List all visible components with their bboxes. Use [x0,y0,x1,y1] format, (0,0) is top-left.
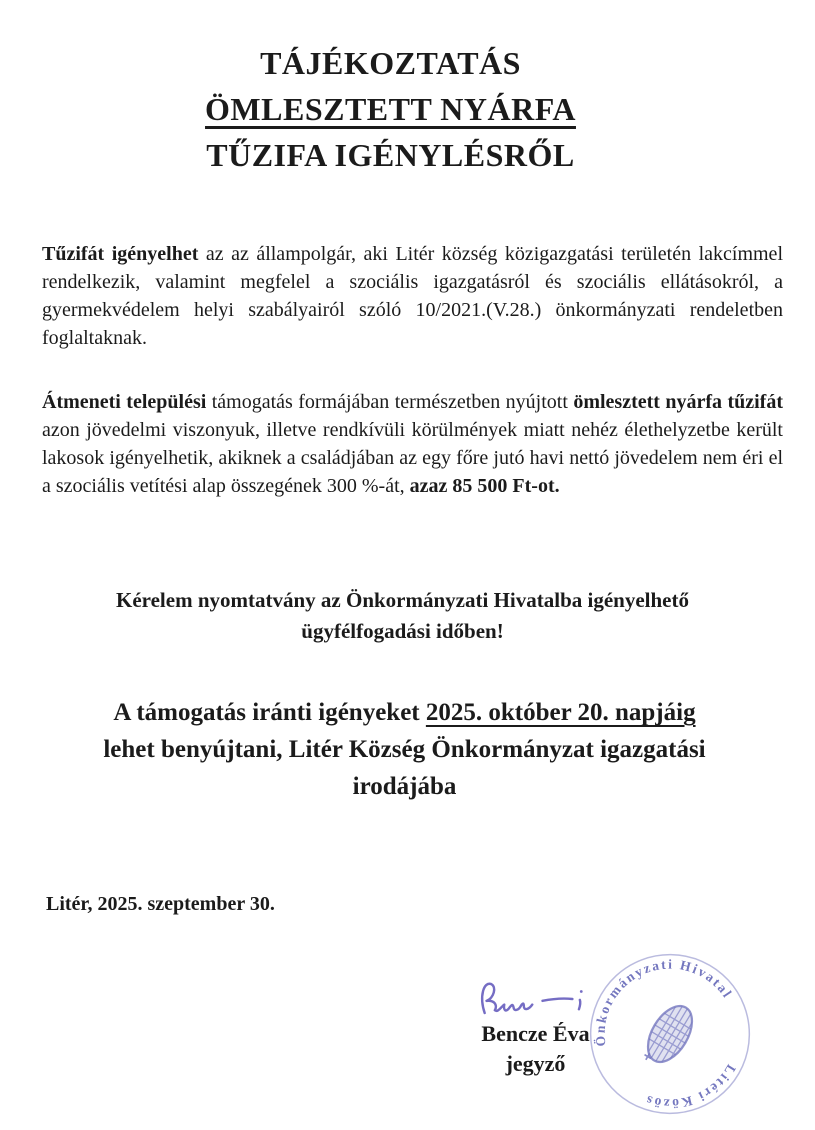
support-paragraph-bold-end: azaz 85 500 Ft-ot. [409,475,560,497]
eligibility-paragraph-text: az az állampolgár, aki Litér község közigazgatási területén lakcímmel rendelkezik, valamint megfelel a szociális igazgatásról és szociális ellátásokról, a gyermekvédelem helyi szabályairól szóló 10/2021.(V.28.) önkormányzati rendeletben foglaltaknak. [42,243,783,349]
request-form-notice [0,585,805,647]
handwritten-signature [466,975,606,1023]
support-conditions-paragraph [42,388,783,500]
deadline-notice-line-2: lehet benyújtani, Litér Község Önkormányzat igazgatási [103,736,706,763]
signatory-name: Bencze Éva [481,1021,590,1046]
support-paragraph-text-1: támogatás formájában természetben nyújtott [206,391,574,413]
title-line-2 [0,86,781,132]
eligibility-paragraph-bold-lead: Tűzifát igényelhet [42,243,199,265]
signatory-role: jegyző [505,1051,566,1076]
date-line: Litér, 2025. szeptember 30. [46,893,275,915]
deadline-line-1-prefix: A támogatás iránti igényeket [113,699,426,726]
deadline-date-underlined: 2025. október 20. napjáig [425,699,696,726]
deadline-notice-line-3: irodájába [352,773,457,800]
stamp-text-bottom-arc: Litéri Közös [642,1061,739,1112]
support-paragraph-bold-lead: Átmeneti települési [42,391,207,413]
title-line-1: TÁJÉKOZTATÁS [260,45,521,81]
coat-of-arms-emblem [636,997,702,1073]
stamp-text-top-arc: Önkormányzati Hivatal [592,956,736,1048]
title-line-3: TŰZIFA IGÉNYLÉSRŐL [206,137,575,173]
request-form-notice-line-1: Kérelem nyomtatvány az Önkormányzati Hivatalba igényelhető [116,588,689,612]
deadline-notice-line-1 [0,694,809,731]
deadline-notice [0,694,809,805]
support-paragraph-text-2: azon jövedelmi viszonyuk, illetve rendkívüli körülmények miatt nehéz élethelyzetbe került lakosok igényelhetik, akiknek a családjában az egy főre jutó havi nettó jövedelem nem éri el a szociális vetítési alap összegének 300 %-át, [42,419,783,497]
request-form-notice-line-2: ügyfélfogadási időben! [301,619,504,643]
support-paragraph-bold-mid: ömlesztett nyárfa tűzifát [573,391,783,413]
document-title [0,40,781,178]
eligibility-paragraph [42,240,783,352]
official-stamp [586,950,754,1118]
svg-text:Litéri Közös [638,1059,745,1118]
title-line-2-underlined-text: ÖMLESZTETT NYÁRFA [205,91,576,127]
